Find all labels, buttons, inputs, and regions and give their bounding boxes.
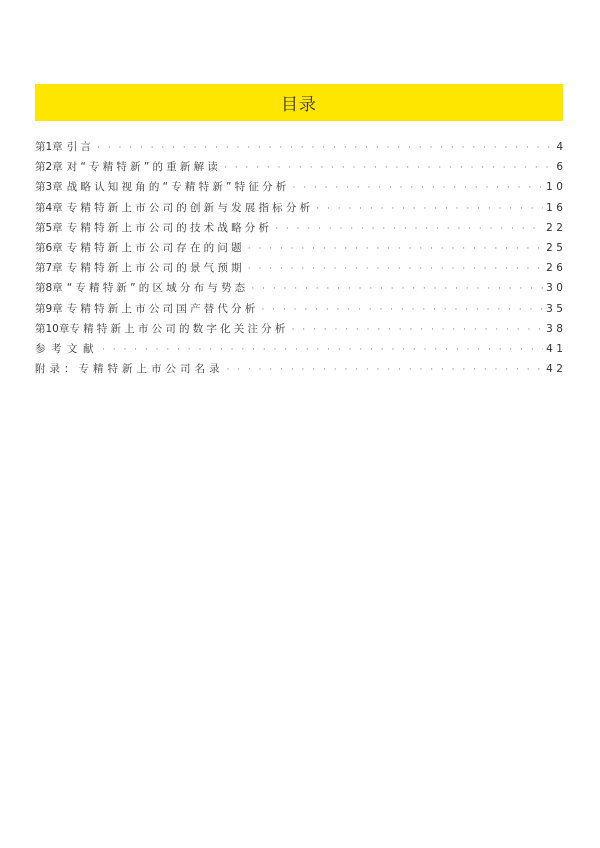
toc-page-number: 26 — [546, 262, 567, 275]
toc-entry[interactable] — [35, 177, 567, 197]
toc-entry-title: 战略认知视角的“专精特新”特征分析 — [66, 181, 290, 194]
toc-entry[interactable] — [35, 359, 567, 379]
toc-entry-title: 专精特新上市公司的技术战略分析 — [66, 221, 273, 234]
toc-page-number: 4 — [556, 141, 567, 153]
toc-entry-title: “专精特新”的区域分布与势态 — [66, 282, 249, 295]
toc-chapter-number: 第3章 — [35, 181, 63, 194]
toc-page-number: 6 — [556, 161, 567, 174]
toc-entry[interactable] — [35, 278, 567, 298]
toc-page-number: 38 — [546, 322, 567, 335]
dot-leader — [275, 219, 543, 239]
dot-leader — [251, 279, 543, 299]
toc-page-number: 10 — [546, 181, 567, 194]
toc-page-number: 16 — [546, 201, 567, 214]
toc-entry[interactable] — [35, 339, 567, 359]
toc-entry[interactable] — [35, 218, 567, 238]
dot-leader — [262, 300, 544, 320]
toc-chapter-number: 第1章 — [35, 141, 63, 153]
toc-entry-title: 专精特新上市公司的创新与发展指标分析 — [66, 201, 314, 214]
toc-entry-title: 附录：专精特新上市公司名录 — [35, 363, 224, 376]
toc-chapter-number: 第4章 — [35, 201, 63, 214]
toc-page-number: 30 — [546, 282, 567, 295]
dot-leader — [224, 158, 553, 178]
toc-chapter-number: 第7章 — [35, 262, 63, 275]
dot-leader — [102, 340, 543, 360]
toc-entry-title: 专精特新上市公司国产替代分析 — [66, 302, 259, 315]
toc-page-number: 42 — [546, 363, 567, 376]
toc-entry[interactable] — [35, 299, 567, 319]
toc-entry-title: 专精特新上市公司的数字化关注分析 — [69, 322, 289, 335]
toc-page-number: 25 — [546, 241, 567, 254]
toc-chapter-number: 第6章 — [35, 241, 63, 254]
toc-entry[interactable] — [35, 137, 567, 157]
toc-entry[interactable] — [35, 238, 567, 258]
table-of-contents — [35, 137, 567, 379]
toc-title: 目录 — [281, 95, 317, 115]
toc-entry-title: 专精特新上市公司的景气预期 — [66, 262, 245, 275]
dot-leader — [248, 239, 543, 259]
toc-entry[interactable] — [35, 258, 567, 278]
toc-page-number: 22 — [546, 221, 567, 234]
toc-title-bar — [35, 84, 563, 121]
toc-entry[interactable] — [35, 157, 567, 177]
toc-chapter-number: 第5章 — [35, 221, 63, 234]
toc-chapter-number: 第9章 — [35, 302, 63, 315]
dot-leader — [227, 360, 544, 380]
toc-entry-title: 引言 — [66, 141, 95, 153]
toc-entry[interactable] — [35, 319, 567, 339]
toc-chapter-number: 第2章 — [35, 161, 63, 174]
toc-chapter-number: 第10章 — [35, 322, 70, 335]
toc-entry-title: 参考文献 — [35, 342, 99, 355]
dot-leader — [97, 138, 553, 158]
toc-page-number: 35 — [546, 302, 567, 315]
toc-chapter-number: 第8章 — [35, 282, 63, 295]
toc-page-number: 41 — [546, 342, 567, 355]
dot-leader — [248, 259, 543, 279]
toc-entry[interactable] — [35, 198, 567, 218]
toc-entry-title: 专精特新上市公司存在的问题 — [66, 241, 245, 254]
toc-entry-title: 对“专精特新”的重新解读 — [66, 161, 221, 174]
dot-leader — [316, 199, 543, 219]
dot-leader — [292, 178, 543, 198]
dot-leader — [292, 320, 544, 340]
